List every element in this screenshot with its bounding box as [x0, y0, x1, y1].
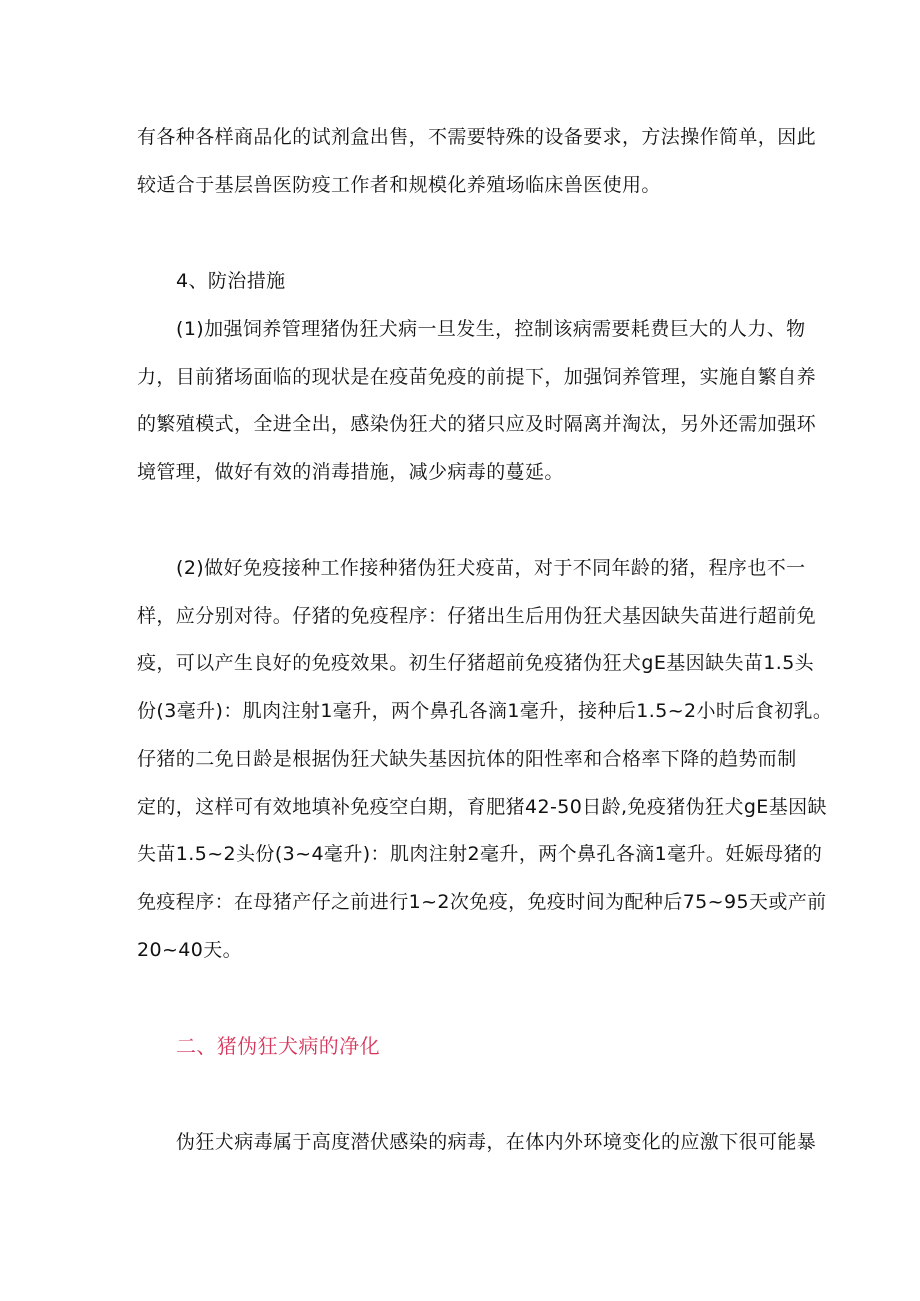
paragraph-line: 有各种各样商品化的试剂盒出售，不需要特殊的设备要求，方法操作简单，因此 — [137, 126, 817, 148]
paragraph-line: 伪狂犬病毒属于高度潜伏感染的病毒，在体内外环境变化的应激下很可能暴 — [176, 1131, 817, 1153]
section-heading-prevention-measures: 4、防治措施 — [176, 270, 286, 292]
paragraph-line: (2)做好免疫接种工作接种猪伪狂犬疫苗，对于不同年龄的猪，程序也不一 — [176, 557, 806, 579]
paragraph-line: 力，目前猪场面临的现状是在疫苗免疫的前提下，加强饲养管理，实施自繁自养 — [137, 366, 817, 388]
paragraph-line: 失苗1.5~2头份(3~4毫升)：肌肉注射2毫升，两个鼻孔各滴1毫升。妊娠母猪的 — [137, 843, 823, 865]
paragraph-line: (1)加强饲养管理猪伪狂犬病一旦发生，控制该病需要耗费巨大的人力、物 — [176, 318, 806, 340]
section-heading-purification: 二、猪伪狂犬病的净化 — [176, 1034, 380, 1058]
paragraph-line: 境管理，做好有效的消毒措施，减少病毒的蔓延。 — [137, 461, 564, 483]
paragraph-line: 定的，这样可有效地填补免疫空白期，育肥猪42-50日龄,免疫猪伪狂犬gE基因缺 — [137, 796, 827, 818]
paragraph-line: 份(3毫升)：肌肉注射1毫升，两个鼻孔各滴1毫升，接种后1.5~2小时后食初乳。 — [137, 700, 833, 722]
paragraph-line: 20~40天。 — [137, 939, 243, 961]
paragraph-line: 的繁殖模式，全进全出，感染伪狂犬的猪只应及时隔离并淘汰，另外还需加强环 — [137, 413, 817, 435]
paragraph-line: 样，应分别对待。仔猪的免疫程序：仔猪出生后用伪狂犬基因缺失苗进行超前免 — [137, 605, 817, 627]
paragraph-line: 免疫程序：在母猪产仔之前进行1~2次免疫，免疫时间为配种后75~95天或产前 — [137, 891, 827, 913]
paragraph-line: 仔猪的二免日龄是根据伪狂犬缺失基因抗体的阳性率和合格率下降的趋势而制 — [137, 748, 797, 770]
paragraph-line: 较适合于基层兽医防疫工作者和规模化养殖场临床兽医使用。 — [137, 174, 661, 196]
paragraph-line: 疫，可以产生良好的免疫效果。初生仔猪超前免疫猪伪狂犬gE基因缺失苗1.5头 — [137, 652, 815, 674]
